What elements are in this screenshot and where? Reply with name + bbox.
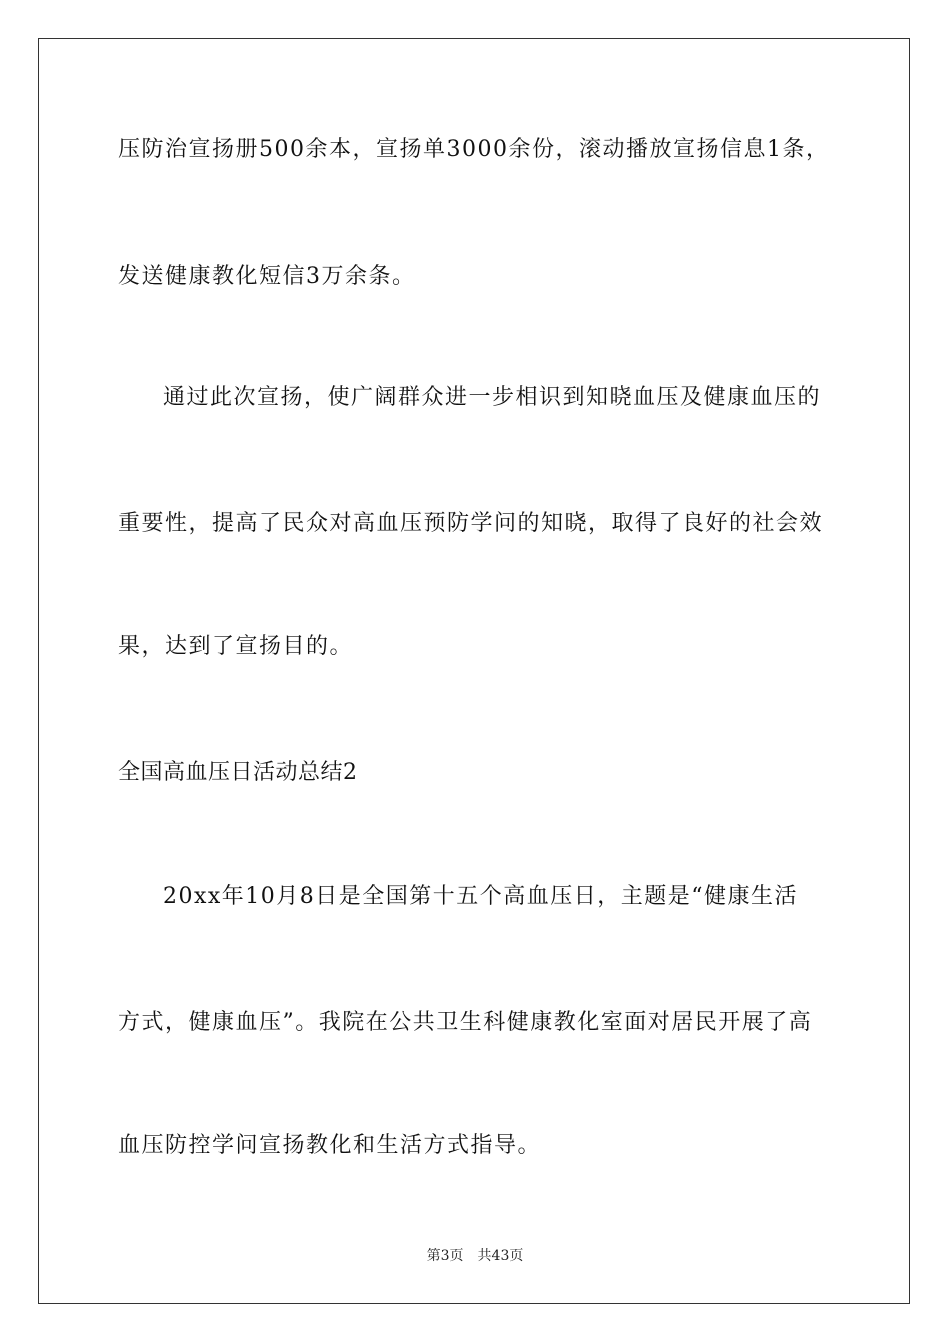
paragraph-first-line: 通过此次宣扬，使广阔群众进一步相识到知晓血压及健康血压的 (163, 385, 822, 410)
page-border (38, 38, 910, 1304)
body-text-line: 压防治宣扬册500余本，宣扬单3000余份，滚动播放宣扬信息1条， (118, 137, 830, 162)
paragraph-first-line: 20xx年10月8日是全国第十五个高血压日，主题是“健康生活 (163, 884, 799, 909)
body-text-line: 重要性，提高了民众对高血压预防学问的知晓，取得了良好的社会效 (118, 511, 824, 536)
body-text-line: 发送健康教化短信3万余条。 (118, 264, 416, 289)
body-text-line: 血压防控学问宣扬教化和生活方式指导。 (118, 1133, 542, 1158)
body-text-line: 果，达到了宣扬目的。 (118, 634, 354, 659)
page-number-total: 共43页 (477, 1248, 524, 1264)
body-text-line: 方式，健康血压”。我院在公共卫生科健康教化室面对居民开展了高 (118, 1010, 813, 1035)
section-heading: 全国高血压日活动总结2 (118, 760, 358, 785)
page-footer (0, 1246, 950, 1266)
page-number-current: 第3页 (426, 1248, 464, 1264)
